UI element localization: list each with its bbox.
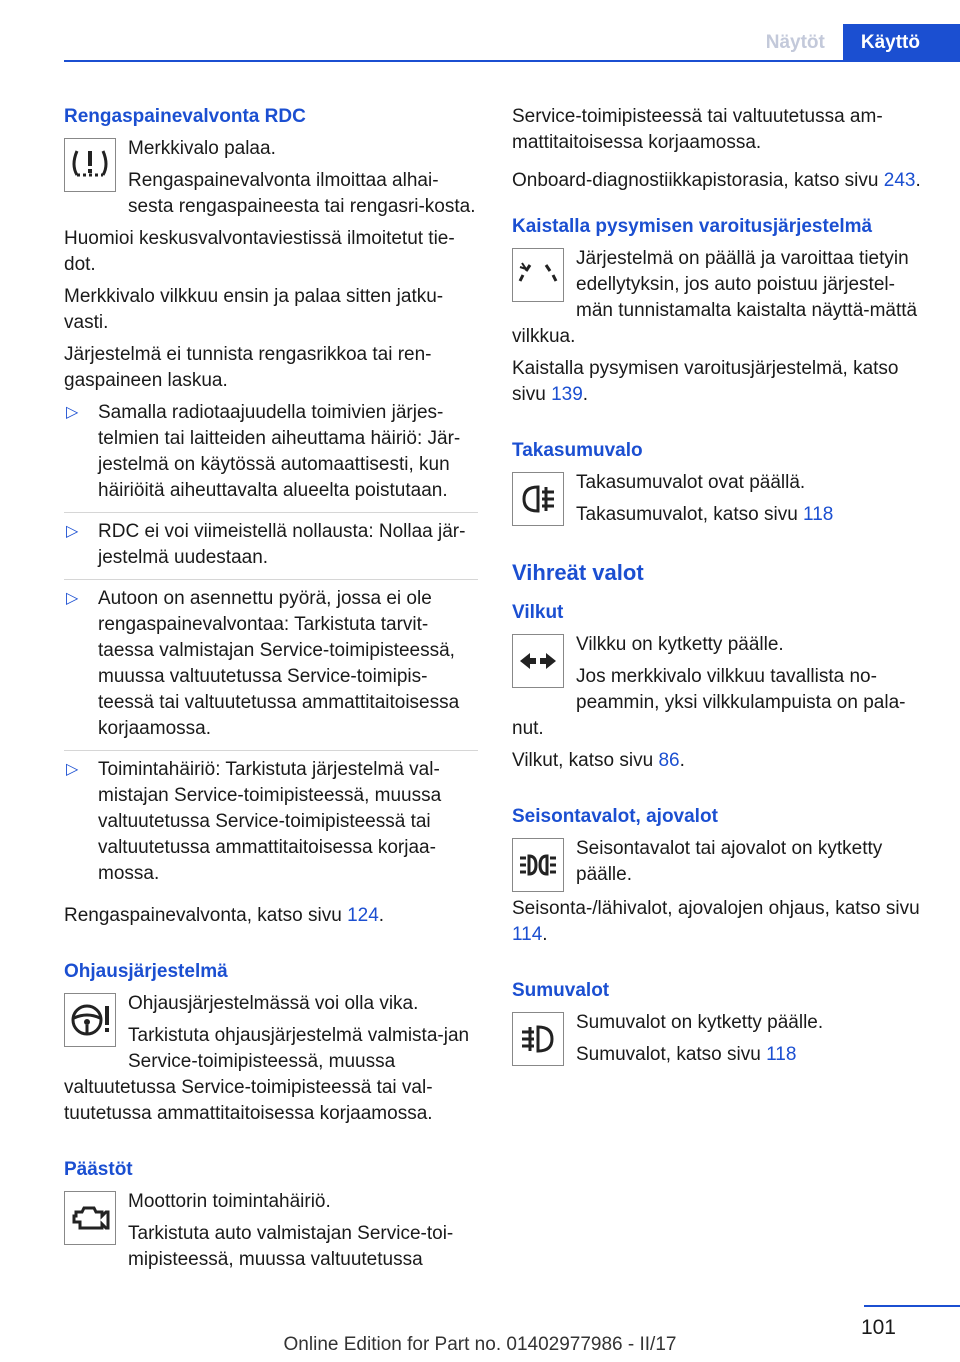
lane-heading: Kaistalla pysymisen varoitusjärjestelmä bbox=[512, 216, 873, 237]
steering-heading: Ohjausjärjestelmä bbox=[64, 961, 228, 982]
section-tabs bbox=[748, 24, 960, 62]
turn-signal-icon bbox=[512, 634, 564, 688]
continued-text: Service-toimipisteessä tai valtuutetussa am-mattitaitoisessa korjaamossa. bbox=[512, 106, 883, 153]
list-item: ▷ RDC ei voi viimeistellä nollausta: Nollaa jär-jestelmä uudestaan. bbox=[64, 519, 478, 580]
turn-text-1: Vilkku on kytketty päälle. bbox=[576, 634, 784, 655]
emissions-text-1: Moottorin toimintahäiriö. bbox=[128, 1191, 331, 1212]
parking-text-1: Seisontavalot tai ajovalot on kytketty päälle. bbox=[576, 838, 883, 885]
rdc-bullet-list bbox=[64, 400, 478, 895]
triangle-bullet-icon: ▷ bbox=[66, 404, 79, 421]
rdc-text-3: Huomioi keskusvalvontaviestissä ilmoitetut tie-dot. bbox=[64, 228, 455, 275]
rdc-text-4: Merkkivalo vilkkuu ensin ja palaa sitten jatku-vasti. bbox=[64, 286, 444, 333]
page-link-118-fog[interactable]: 118 bbox=[766, 1044, 797, 1065]
footer-rule bbox=[864, 1305, 960, 1307]
page-link-139[interactable]: 139 bbox=[551, 384, 583, 405]
steering-text-1: Ohjausjärjestelmässä voi olla vika. bbox=[128, 993, 419, 1014]
fog-text-1: Sumuvalot on kytketty päälle. bbox=[576, 1012, 824, 1033]
steering-text-2: Tarkistuta ohjausjärjestelmä valmista-jan Service-toimipisteessä, muussa valtuutetussa Service-toimipisteessä tai val-tuutetussa ammattitaitoisessa korjaamossa. bbox=[64, 1025, 470, 1124]
list-item: ▷ Autoon on asennettu pyörä, jossa ei ole rengaspainevalvontaa: Tarkistuta tarvit-taessa valmistajan Service-toimipisteessä, muussa valtuutetussa Service-toimipis-teessä tai valtuutetussa ammattitaitoisessa korjaamossa. bbox=[64, 586, 478, 751]
tab-displays[interactable]: Näytöt bbox=[748, 24, 843, 62]
fog-reference: Sumuvalot, katso sivu 118 bbox=[576, 1044, 797, 1065]
rearfog-heading: Takasumuvalo bbox=[512, 440, 643, 461]
rdc-text-2: Rengaspainevalvonta ilmoittaa alhai-sesta rengaspaineesta tai rengasri-kosta. bbox=[128, 170, 476, 217]
page-link-243[interactable]: 243 bbox=[883, 170, 916, 191]
lane-reference: Kaistalla pysymisen varoitusjärjestelmä, katso sivu 139. bbox=[512, 358, 899, 405]
steering-warning-icon bbox=[64, 993, 116, 1047]
parking-heading: Seisontavalot, ajovalot bbox=[512, 806, 718, 827]
parking-reference: Seisonta-/lähivalot, ajovalojen ohjaus, katso sivu 114. bbox=[512, 898, 920, 945]
rearfog-reference: Takasumuvalot, katso sivu 118 bbox=[576, 504, 834, 525]
front-fog-light-icon bbox=[512, 1012, 564, 1066]
engine-malfunction-icon bbox=[64, 1191, 116, 1245]
parking-lights-icon bbox=[512, 838, 564, 892]
page-link-86[interactable]: 86 bbox=[658, 750, 680, 771]
rdc-heading: Rengaspainevalvonta RDC bbox=[64, 106, 306, 127]
left-column bbox=[64, 104, 478, 1279]
right-column bbox=[512, 104, 930, 1074]
list-item: ▷ Samalla radiotaajuudella toimivien järjes-telmien tai laitteiden aiheuttama häiriö: Jär-jestelmä on käytössä automaattisesti, kun häiriöitä aiheuttavalta alueelta poistutaan. bbox=[64, 400, 478, 513]
fog-heading: Sumuvalot bbox=[512, 980, 610, 1001]
page-link-118[interactable]: 118 bbox=[803, 504, 834, 525]
triangle-bullet-icon: ▷ bbox=[66, 590, 79, 607]
green-lights-heading: Vihreät valot bbox=[512, 560, 644, 585]
triangle-bullet-icon: ▷ bbox=[66, 761, 79, 778]
header-rule bbox=[64, 60, 960, 62]
emissions-heading: Päästöt bbox=[64, 1159, 133, 1180]
obd-reference: Onboard-diagnostiikkapistorasia, katso sivu 243. bbox=[512, 170, 921, 191]
rear-fog-light-icon bbox=[512, 472, 564, 526]
tab-operation[interactable]: Käyttö bbox=[843, 24, 960, 62]
page-number: 101 bbox=[860, 1316, 896, 1339]
list-item: ▷ Toimintahäiriö: Tarkistuta järjestelmä val-mistajan Service-toimipisteessä, muussa valtuutetussa Service-toimipisteessä tai valtuutetussa ammattitaitoisessa korjaa-mossa. bbox=[66, 759, 442, 884]
turn-text-2: Jos merkkivalo vilkkuu tavallista no-peammin, yksi vilkkulampuista on pala-nut. bbox=[512, 666, 906, 739]
rearfog-text-1: Takasumuvalot ovat päällä. bbox=[576, 472, 806, 493]
tire-pressure-warning-icon bbox=[64, 138, 116, 192]
lane-text-1: Järjestelmä on päällä ja varoittaa tietyin edellytyksin, jos auto poistuu järjestel-män tunnistamalta kaistalta näyttä-mättä vilkkua. bbox=[512, 248, 918, 347]
rdc-text-5: Järjestelmä ei tunnista rengasrikkoa tai ren-gaspaineen laskua. bbox=[64, 344, 432, 391]
rdc-reference: Rengaspainevalvonta, katso sivu 124. bbox=[64, 905, 385, 926]
edition-footer: Online Edition for Part no. 01402977986 - II/17 bbox=[283, 1334, 677, 1355]
rdc-text-1: Merkkivalo palaa. bbox=[128, 138, 276, 159]
turn-heading: Vilkut bbox=[512, 602, 564, 623]
turn-reference: Vilkut, katso sivu 86. bbox=[512, 750, 685, 771]
emissions-text-2: Tarkistuta auto valmistajan Service-toi-mipisteessä, muussa valtuutetussa bbox=[128, 1223, 454, 1270]
page-link-114[interactable]: 114 bbox=[512, 924, 543, 945]
page-link-124[interactable]: 124 bbox=[347, 905, 379, 926]
lane-departure-icon bbox=[512, 248, 564, 302]
triangle-bullet-icon: ▷ bbox=[66, 523, 79, 540]
